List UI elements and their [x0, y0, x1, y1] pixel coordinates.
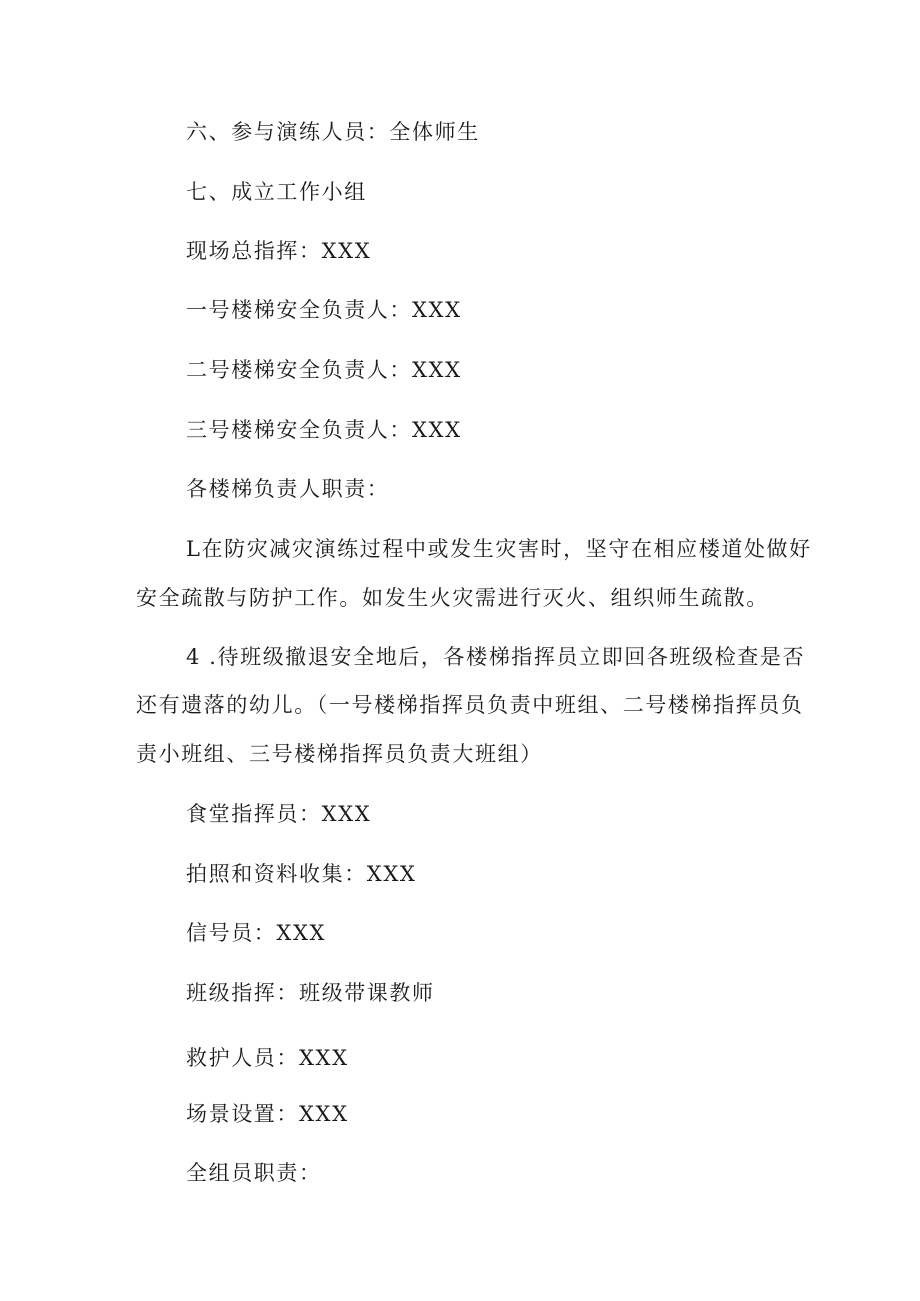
- all-member-duties-heading: 全组员职责：: [186, 1161, 322, 1185]
- stairs-1-lead-line: 一号楼梯安全负责人：XXX: [186, 298, 462, 322]
- duty-1-line-2: 安全疏散与防护工作。如发生火灾需进行灭火、组织师生疏散。: [136, 586, 769, 610]
- rescue-staff-line: 救护人员：XXX: [186, 1046, 349, 1070]
- duty-4-line-1: 4 .待班级撤退安全地后，各楼梯指挥员立即回各班级检查是否: [186, 645, 806, 669]
- stairs-2-lead-line: 二号楼梯安全负责人：XXX: [186, 358, 462, 382]
- heading-participants: 六、参与演练人员：全体师生: [186, 120, 480, 144]
- class-command-line: 班级指挥：班级带课教师: [186, 981, 435, 1005]
- stairs-duties-heading: 各楼梯负责人职责：: [186, 477, 390, 501]
- stairs-3-lead-line: 三号楼梯安全负责人：XXX: [186, 418, 462, 442]
- commander-line: 现场总指挥：XXX: [186, 239, 372, 263]
- duty-1-line-1: L在防灾减灾演练过程中或发生灾害时，坚守在相应楼道处做好: [186, 537, 812, 561]
- photo-collection-line: 拍照和资料收集：XXX: [186, 862, 417, 886]
- signaler-line: 信号员：XXX: [186, 921, 327, 945]
- scene-setup-line: 场景设置：XXX: [186, 1102, 349, 1126]
- heading-working-group: 七、成立工作小组: [186, 180, 367, 204]
- canteen-commander-line: 食堂指挥员：XXX: [186, 802, 372, 826]
- duty-4-line-2: 还有遗落的幼儿。（一号楼梯指挥员负责中班组、二号楼梯指挥员负: [136, 693, 804, 717]
- duty-4-line-3: 责小班组、三号楼梯指挥员负责大班组）: [136, 742, 543, 766]
